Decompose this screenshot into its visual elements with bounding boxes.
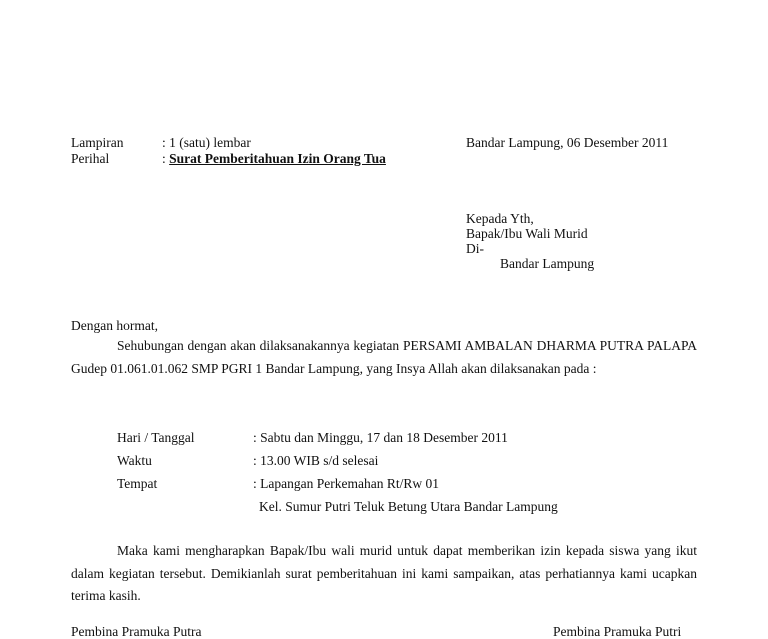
paragraph-2 bbox=[71, 540, 697, 608]
recipient-line-2: Bapak/Ibu Wali Murid bbox=[466, 226, 588, 241]
recipient-line-4: Bandar Lampung bbox=[500, 256, 595, 271]
signature-left-title: Pembina Pramuka Putra bbox=[71, 624, 202, 639]
paragraph-1-text: Sehubungan dengan akan dilaksanakannya kegiatan PERSAMI AMBALAN DHARMA PUTRA PALAPA Gudep 01.061.01.062 SMP PGRI 1 Bandar Lampung, yang Insya Allah akan dilaksanakan pada : bbox=[71, 338, 697, 376]
recipient-line-1: Kepada Yth, bbox=[466, 211, 534, 226]
perihal-value: Surat Pemberitahuan Izin Orang Tua bbox=[169, 151, 386, 166]
detail-label: Hari / Tanggal bbox=[117, 430, 195, 445]
signature-right-title: Pembina Pramuka Putri bbox=[553, 624, 682, 639]
detail-row-time bbox=[117, 453, 378, 468]
detail-value: : Sabtu dan Minggu, 17 dan 18 Desember 2011 bbox=[253, 430, 508, 445]
lampiran-value: : 1 (satu) lembar bbox=[162, 135, 251, 150]
detail-value: : Lapangan Perkemahan Rt/Rw 01 bbox=[253, 476, 439, 491]
location-line-2: Kel. Sumur Putri Teluk Betung Utara Bandar Lampung bbox=[259, 499, 558, 514]
salutation: Dengan hormat, bbox=[71, 318, 158, 333]
paragraph-1 bbox=[71, 335, 697, 380]
lampiran-row bbox=[71, 135, 251, 150]
perihal-row bbox=[71, 151, 386, 166]
perihal-colon: : bbox=[162, 151, 170, 166]
recipient-line-3: Di- bbox=[466, 241, 484, 256]
perihal-label: Perihal bbox=[71, 151, 110, 166]
detail-label: Waktu bbox=[117, 453, 152, 468]
detail-label: Tempat bbox=[117, 476, 158, 491]
lampiran-label: Lampiran bbox=[71, 135, 124, 150]
paragraph-2-text: Maka kami mengharapkan Bapak/Ibu wali murid untuk dapat memberikan izin kepada siswa yang ikut dalam kegiatan tersebut. Demikianlah surat pemberitahuan ini kami sampaikan, atas perhatiannya kami ucapkan terima kasih. bbox=[71, 543, 697, 603]
detail-row-place bbox=[117, 476, 439, 491]
place-date: Bandar Lampung, 06 Desember 2011 bbox=[466, 135, 669, 150]
detail-value: : 13.00 WIB s/d selesai bbox=[253, 453, 379, 468]
detail-row-date bbox=[117, 430, 508, 445]
